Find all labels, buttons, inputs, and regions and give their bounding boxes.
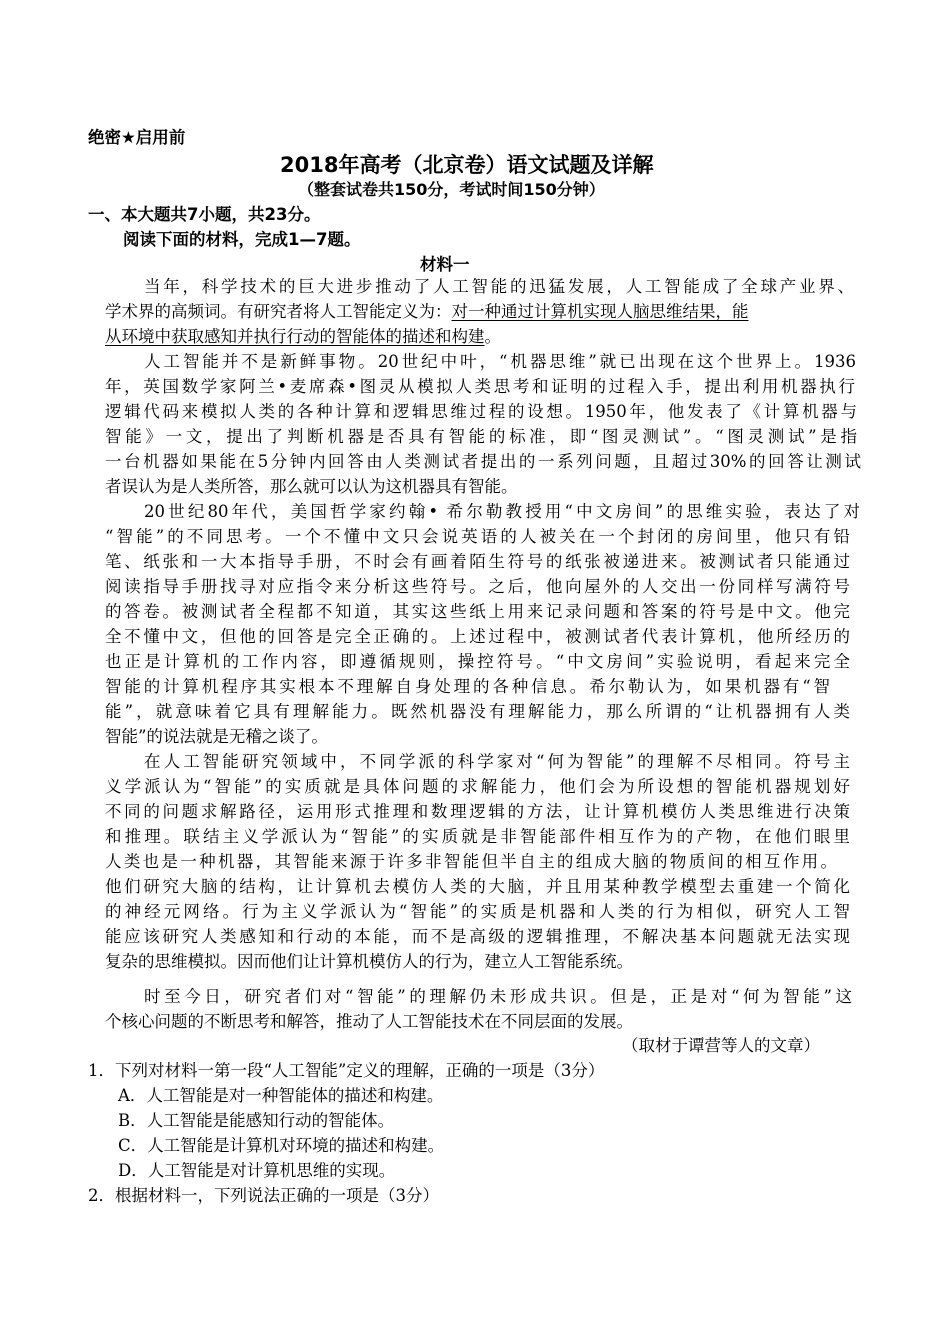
passage-segment: 学术界的高频词。有研究者将人工智能定义为： (105, 302, 452, 321)
passage-line: 者误认为是人类所答，那么就可以认为这机器具有智能。 (105, 477, 518, 496)
passage-line: 智能》一文，提出了判断机器是否具有智能的标准，即“图灵测试”。“图灵测试”是指 (105, 427, 857, 446)
passage-line: 人类也是一种机器，其智能来源于许多非智能但半自主的组成大脑的物质间的相互作用。 (105, 852, 837, 871)
exam-title: 2018年高考（北京卷）语文试题及详解 (280, 153, 654, 177)
passage-segment: 。 (484, 327, 501, 346)
section-heading: 一、本大题共7小题，共23分。 (88, 205, 321, 224)
question-stem: 2．根据材料一，下列说法正确的一项是（3分） (88, 1186, 439, 1205)
question-option[interactable]: C．人工智能是计算机对环境的描述和构建。 (118, 1136, 445, 1155)
passage-line: 个核心问题的不断思考和解答，推动了人工智能技术在不同层面的发展。 (105, 1012, 633, 1031)
passage-line: 不同的问题求解路径，运用形式推理和数理逻辑的方法，让计算机模仿人类思维进行决策 (105, 802, 850, 821)
passage-line: 的答卷。被测试者全程都不知道，其实这些纸上用来记录问题和答案的符号是中文。他完 (105, 602, 850, 621)
classification-label: 绝密★启用前 (88, 128, 186, 147)
passage-line (105, 301, 749, 323)
passage-line: 智能的计算机程序其实根本不理解自身处理的各种信息。希尔勒认为，如果机器有“智 (105, 677, 830, 696)
passage-line: 智能”的说法就是无稽之谈了。 (105, 727, 328, 746)
passage-line: 的神经元网络。行为主义学派认为“智能”的实质是机器和人类的行为相似，研究人工智 (105, 902, 850, 921)
passage-line: 阅读指导手册找寻对应指令来分析这些符号。之后，他向屋外的人交出一份同样写满符号 (105, 577, 850, 596)
question-option[interactable]: D．人工智能是对计算机思维的实现。 (118, 1161, 396, 1180)
section-instruction: 阅读下面的材料，完成1—7题。 (123, 230, 361, 249)
passage-line: 年，英国数学家阿兰•麦席森•图灵从模拟人类思考和证明的过程入手，提出利用机器执行 (105, 377, 855, 396)
question-option[interactable]: B．人工智能是能感知行动的智能体。 (118, 1111, 395, 1130)
passage-line: 时至今日，研究者们对“智能”的理解仍未形成共识。但是，正是对“何为智能”这 (144, 987, 852, 1006)
material-title: 材料一 (420, 255, 470, 274)
passage-line: 当年，科学技术的巨大进步推动了人工智能的迅猛发展，人工智能成了全球产业界、 (144, 277, 854, 296)
passage-line (105, 326, 501, 348)
exam-subtitle: （整套试卷共150分，考试时间150分钟） (298, 180, 605, 199)
passage-line: 他们研究大脑的结构，让计算机去模仿人类的大脑，并且用某种教学模型去重建一个简化 (105, 877, 850, 896)
passage-line: 能”，就意味着它具有理解能力。既然机器没有理解能力，那么所谓的“让机器拥有人类 (105, 702, 850, 721)
passage-line: 全不懂中文，但他的回答是完全正确的。上述过程中，被测试者代表计算机，他所经历的 (105, 627, 850, 646)
passage-line: 复杂的思维模拟。因而他们让计算机模仿人的行为，建立人工智能系统。 (105, 952, 633, 971)
passage-line: 也正是计算机的工作内容，即遵循规则，操控符号。“中文房间”实验说明，看起来完全 (105, 652, 850, 671)
passage-source: （取材于谭营等人的文章） (622, 1036, 820, 1055)
passage-line: 一台机器如果能在5分钟内回答由人类测试者提出的一系列问题，且超过30%的回答让测试 (105, 452, 861, 471)
passage-line: “智能”的不同思考。一个不懂中文只会说英语的人被关在一个封闭的房间里，他只有铅 (105, 527, 850, 546)
passage-line: 在人工智能研究领域中，不同学派的科学家对“何为智能”的理解不尽相同。符号主 (144, 752, 850, 771)
passage-line: 人工智能并不是新鲜事物。20世纪中叶，“机器思维”就已出现在这个世界上。1936 (144, 352, 856, 371)
definition-underlined: 对一种通过计算机实现人脑思维结果，能 (451, 302, 749, 321)
passage-line: 能应该研究人类感知和行动的本能，而不是高级的逻辑推理，不解决基本问题就无法实现 (105, 927, 850, 946)
passage-line: 20世纪80年代，美国哲学家约翰• 希尔勒教授用“中文房间”的思维实验，表达了对 (144, 502, 860, 521)
passage-line: 和推理。联结主义学派认为“智能”的实质就是非智能部件相互作为的产物，在他们眼里 (105, 827, 850, 846)
definition-underlined: 从环境中获取感知并执行行动的智能体的描述和构建 (105, 327, 485, 346)
question-option[interactable]: A．人工智能是对一种智能体的描述和构建。 (118, 1086, 444, 1105)
passage-line: 逻辑代码来模拟人类的各种计算和逻辑思维过程的设想。1950年，他发表了《计算机器与 (105, 402, 857, 421)
passage-line: 义学派认为“智能”的实质就是具体问题的求解能力，他们会为所设想的智能机器规划好 (105, 777, 850, 796)
passage-line: 笔、纸张和一大本指导手册，不时会有画着陌生符号的纸张被递进来。被测试者只能通过 (105, 552, 850, 571)
question-stem: 1．下列对材料一第一段“人工智能”定义的理解，正确的一项是（3分） (88, 1061, 605, 1080)
